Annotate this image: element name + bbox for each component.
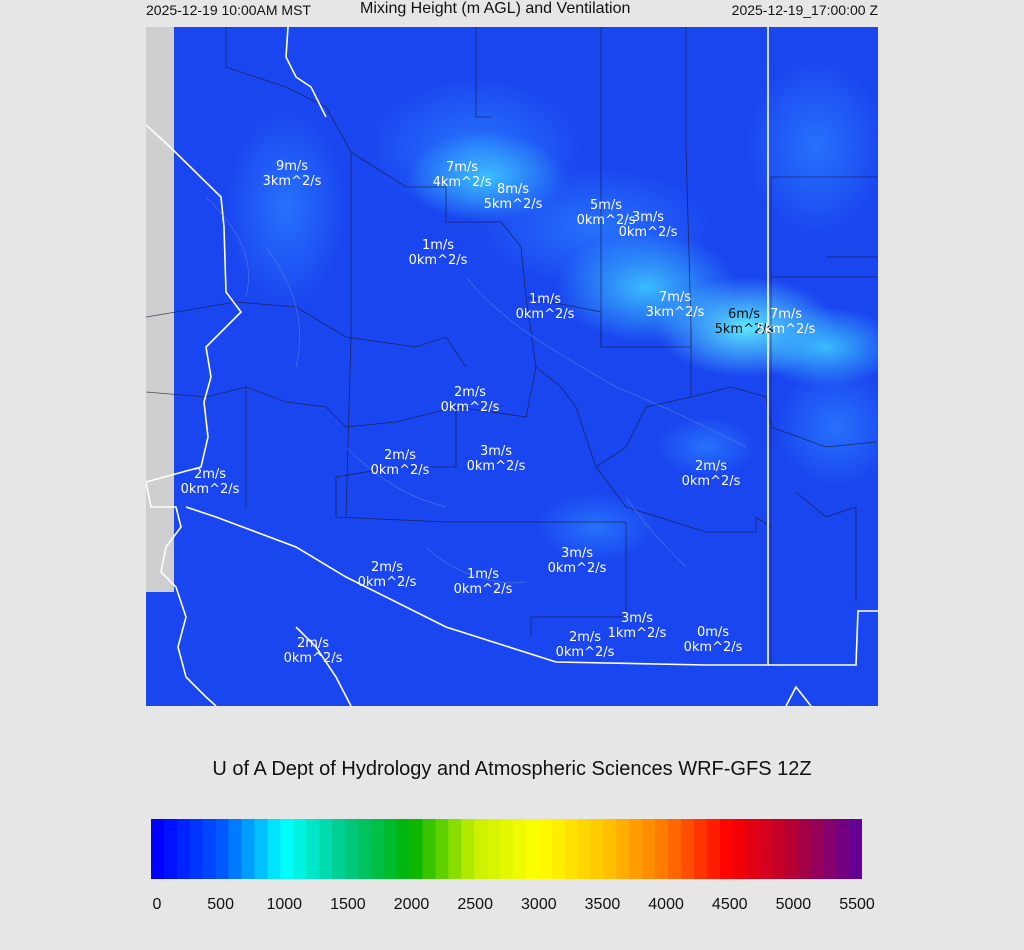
station-label <box>284 636 343 666</box>
wind-speed: 7m/s <box>445 160 479 175</box>
colorbar-cell <box>280 819 294 879</box>
station-label <box>608 611 667 641</box>
colorbar-cell <box>397 819 411 879</box>
wind-speed: 2m/s <box>383 448 417 463</box>
ventilation: 0km^2/s <box>618 225 678 240</box>
colorbar-cell <box>500 819 514 879</box>
ventilation: 1km^2/s <box>607 626 667 641</box>
colorbar-cell <box>642 819 656 879</box>
local-time: 2025-12-19 10:00AM MST <box>146 2 311 18</box>
colorbar-tick-label: 5000 <box>775 896 812 913</box>
wind-speed: 3m/s <box>560 546 594 561</box>
station-label <box>484 182 543 212</box>
colorbar-cell <box>784 819 798 879</box>
ventilation: 0km^2/s <box>515 307 575 322</box>
colorbar-cell <box>668 819 682 879</box>
colorbar-cell <box>319 819 333 879</box>
wind-speed: 3m/s <box>631 210 665 225</box>
colorbar-cell <box>836 819 850 879</box>
colorbar-cell <box>759 819 773 879</box>
station-label <box>263 159 322 189</box>
colorbar-cell <box>435 819 449 879</box>
colorbar-tick-label: 3500 <box>584 896 621 913</box>
station-label <box>409 238 468 268</box>
colorbar-tick-label: 1500 <box>330 896 366 913</box>
colorbar-cell <box>229 819 243 879</box>
wind-speed: 3m/s <box>479 444 513 459</box>
colorbar-cell <box>810 819 824 879</box>
wind-speed: 2m/s <box>193 467 227 482</box>
colorbar-cell <box>823 819 837 879</box>
wind-speed: 2m/s <box>296 636 330 651</box>
colorbar-cell <box>552 819 566 879</box>
wind-speed: 3m/s <box>620 611 654 626</box>
station-label <box>441 385 500 415</box>
colorbar-cell <box>487 819 501 879</box>
wind-speed: 8m/s <box>496 182 530 197</box>
colorbar-cell <box>267 819 281 879</box>
colorbar-cell <box>216 819 230 879</box>
wind-speed: 1m/s <box>466 567 500 582</box>
ventilation: 0km^2/s <box>453 582 513 597</box>
colorbar-cell <box>254 819 268 879</box>
colorbar-cell <box>474 819 488 879</box>
wind-speed: 5m/s <box>589 198 623 213</box>
map-title: Mixing Height (m AGL) and Ventilation <box>360 0 631 17</box>
station-label <box>682 459 741 489</box>
colorbar-cell <box>410 819 424 879</box>
wind-speed: 1m/s <box>421 238 455 253</box>
wind-speed: 1m/s <box>528 292 562 307</box>
station-label <box>684 625 743 655</box>
station-label <box>619 210 678 240</box>
wind-speed: 6m/s <box>727 307 761 322</box>
colorbar-tick-label: 4500 <box>711 896 748 913</box>
ventilation: 3km^2/s <box>262 174 322 189</box>
colorbar-tick-label: 0 <box>152 896 162 913</box>
colorbar-cell <box>164 819 178 879</box>
credit-line: U of A Dept of Hydrology and Atmospheric Sciences WRF-GFS 12Z <box>212 758 812 780</box>
colorbar-cell <box>797 819 811 879</box>
station-label <box>516 292 575 322</box>
colorbar-cell <box>591 819 605 879</box>
colorbar-cell <box>371 819 385 879</box>
colorbar-cell <box>526 819 540 879</box>
colorbar-cell <box>746 819 760 879</box>
wind-speed: 2m/s <box>694 459 728 474</box>
wind-speed: 0m/s <box>696 625 730 640</box>
station-label <box>454 567 513 597</box>
station-label <box>467 444 526 474</box>
colorbar-cell <box>384 819 398 879</box>
wind-speed: 2m/s <box>568 630 602 645</box>
ventilation: 0km^2/s <box>683 640 743 655</box>
colorbar-tick-label: 3000 <box>521 896 557 913</box>
colorbar-cell <box>655 819 669 879</box>
colorbar-cell <box>448 819 462 879</box>
colorbar-cell <box>513 819 527 879</box>
ventilation: 3km^2/s <box>645 305 705 320</box>
colorbar-cell <box>772 819 786 879</box>
colorbar-cell <box>707 819 721 879</box>
ventilation: 0km^2/s <box>547 561 607 576</box>
colorbar-tick-label: 2000 <box>393 896 430 913</box>
map-panel <box>146 27 878 706</box>
ventilation: 0km^2/s <box>370 463 430 478</box>
colorbar-cell <box>190 819 204 879</box>
station-label <box>433 160 492 190</box>
colorbar-cell <box>616 819 630 879</box>
colorbar-cell <box>345 819 359 879</box>
colorbar-cell <box>293 819 307 879</box>
wind-speed: 2m/s <box>453 385 487 400</box>
colorbar-cell <box>461 819 475 879</box>
ventilation: 0km^2/s <box>408 253 468 268</box>
ventilation: 4km^2/s <box>432 175 492 190</box>
ventilation: 0km^2/s <box>466 459 526 474</box>
ventilation: 0km^2/s <box>576 213 636 228</box>
station-label <box>181 467 240 497</box>
colorbar-tick-label: 1000 <box>266 896 303 913</box>
ventilation: 0km^2/s <box>555 645 615 660</box>
colorbar-cell <box>694 819 708 879</box>
colorbar-cell <box>681 819 695 879</box>
colorbar-cell <box>241 819 255 879</box>
colorbar-tick-label: 2500 <box>457 896 493 913</box>
colorbar-tick-label: 5500 <box>839 896 875 913</box>
station-label <box>757 307 816 337</box>
colorbar-cell <box>151 819 165 879</box>
colorbar-cell <box>720 819 734 879</box>
wind-speed: 7m/s <box>658 290 692 305</box>
colorbar-cell <box>306 819 320 879</box>
ventilation: 5km^2/s <box>483 197 543 212</box>
mixing-height-map <box>146 27 878 706</box>
ventilation: 5km^2/s <box>756 322 816 337</box>
ventilation: 0km^2/s <box>283 651 343 666</box>
colorbar-cell <box>422 819 436 879</box>
colorbar-cell <box>603 819 617 879</box>
colorbar-tick-label: 500 <box>207 896 234 913</box>
colorbar-cell <box>565 819 579 879</box>
colorbar-cell <box>849 819 862 879</box>
colorbar <box>151 819 862 879</box>
ventilation: 0km^2/s <box>180 482 240 497</box>
colorbar-tick-label: 4000 <box>648 896 684 913</box>
colorbar-cell <box>629 819 643 879</box>
station-label <box>548 546 607 576</box>
colorbar-cell <box>332 819 346 879</box>
station-label <box>556 630 615 660</box>
colorbar-cell <box>539 819 553 879</box>
colorbar-cell <box>733 819 747 879</box>
wind-speed: 2m/s <box>370 560 404 575</box>
utc-time: 2025-12-19_17:00:00 Z <box>731 2 878 18</box>
station-label <box>358 560 417 590</box>
station-label <box>371 448 430 478</box>
wind-speed: 9m/s <box>275 159 309 174</box>
ventilation: 0km^2/s <box>681 474 741 489</box>
colorbar-cell <box>203 819 217 879</box>
ventilation: 0km^2/s <box>440 400 500 415</box>
station-label <box>646 290 705 320</box>
ventilation: 5km^2/s <box>714 322 774 337</box>
colorbar-cell <box>578 819 592 879</box>
colorbar-cell <box>358 819 372 879</box>
wind-speed: 7m/s <box>769 307 803 322</box>
colorbar-cell <box>177 819 191 879</box>
ventilation: 0km^2/s <box>357 575 417 590</box>
